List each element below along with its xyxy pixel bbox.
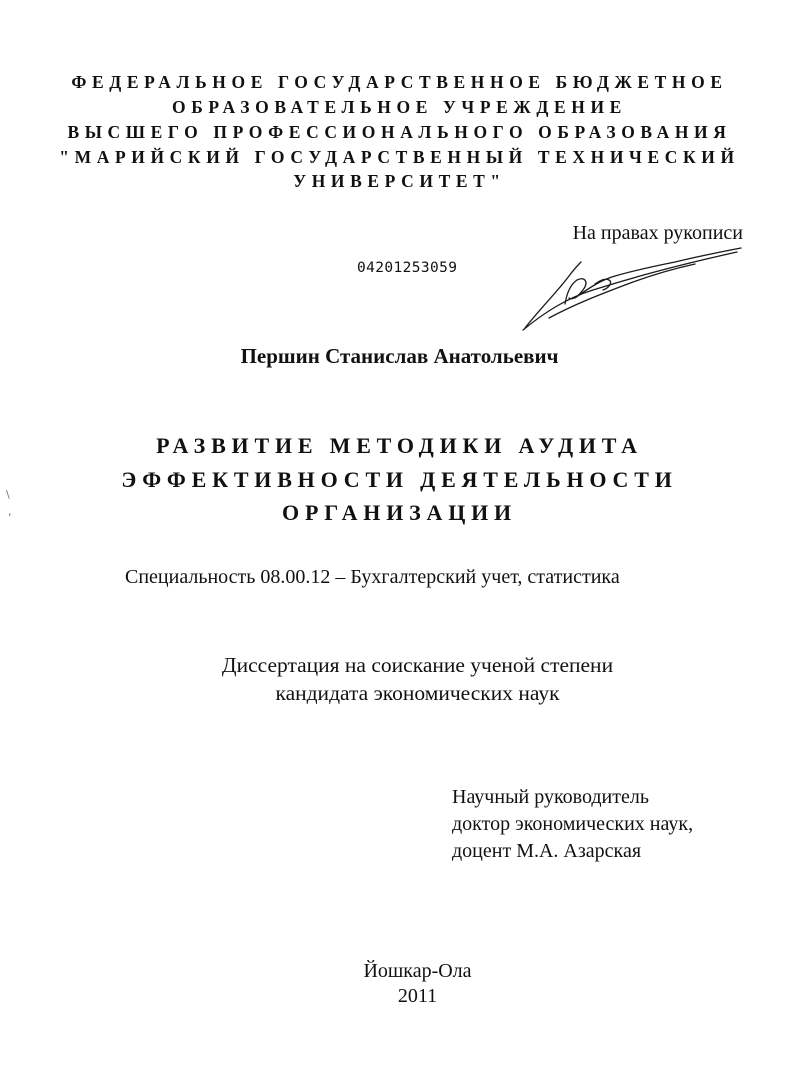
supervisor-line-1: Научный руководитель bbox=[452, 786, 649, 808]
supervisor-line-3: доцент М.А. Азарская bbox=[452, 840, 642, 862]
margin-mark: , bbox=[8, 505, 12, 518]
margin-mark: \ bbox=[6, 488, 10, 501]
dissertation-title-line-1: РАЗВИТИЕ МЕТОДИКИ АУДИТА bbox=[156, 433, 643, 458]
author-name: Першин Станислав Анатольевич bbox=[240, 344, 559, 368]
signature-stroke bbox=[549, 264, 695, 318]
dissertation-title-line-3: ОРГАНИЗАЦИИ bbox=[282, 500, 517, 525]
signature-image bbox=[505, 240, 745, 340]
supervisor-line-2: доктор экономических наук, bbox=[452, 813, 694, 835]
signature-stroke bbox=[523, 252, 737, 330]
signature-stroke bbox=[525, 262, 581, 328]
manuscript-note: На правах рукописи bbox=[572, 222, 743, 244]
degree-line-1: Диссертация на соискание ученой степени bbox=[221, 653, 614, 677]
institution-line-2: ОБРАЗОВАТЕЛЬНОЕ УЧРЕЖДЕНИЕ bbox=[172, 97, 627, 117]
specialty: Специальность 08.00.12 – Бухгалтерский учет, статистика bbox=[125, 566, 620, 588]
institution-line-3: ВЫСШЕГО ПРОФЕССИОНАЛЬНОГО ОБРАЗОВАНИЯ bbox=[67, 122, 732, 142]
dissertation-title-line-2: ЭФФЕКТИВНОСТИ ДЕЯТЕЛЬНОСТИ bbox=[121, 467, 678, 492]
year: 2011 bbox=[397, 985, 438, 1007]
institution-line-1: ФЕДЕРАЛЬНОЕ ГОСУДАРСТВЕННОЕ БЮДЖЕТНОЕ bbox=[71, 72, 728, 92]
institution-line-5: УНИВЕРСИТЕТ" bbox=[293, 171, 506, 191]
registration-number: 04201253059 bbox=[357, 260, 458, 276]
institution-line-4: "МАРИЙСКИЙ ГОСУДАРСТВЕННЫЙ ТЕХНИЧЕСКИЙ bbox=[59, 147, 740, 167]
city: Йошкар-Ола bbox=[363, 960, 472, 982]
signature-stroke bbox=[575, 248, 741, 298]
degree-line-2: кандидата экономических наук bbox=[275, 681, 560, 705]
